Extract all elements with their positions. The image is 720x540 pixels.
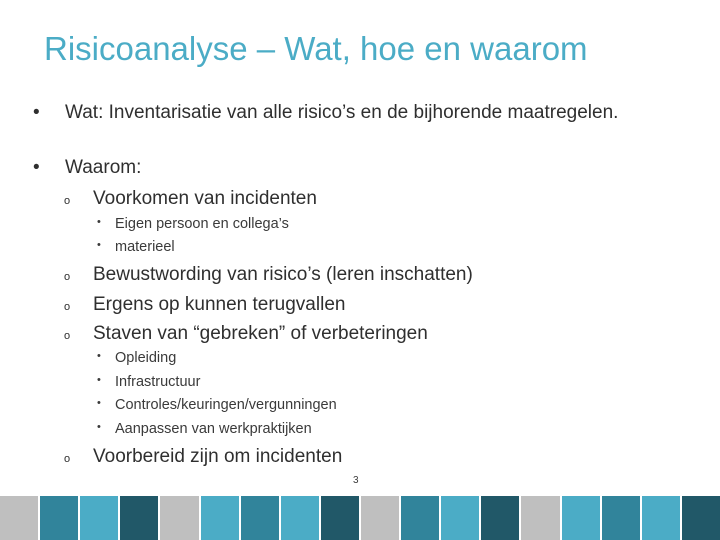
footer-color-block bbox=[241, 496, 279, 540]
footer-color-block bbox=[441, 496, 479, 540]
bullet-dot: • bbox=[97, 239, 101, 251]
sub-sub-item-text: materieel bbox=[115, 239, 175, 255]
footer-color-block bbox=[401, 496, 439, 540]
bullet-dot: • bbox=[33, 157, 40, 178]
circle-bullet: o bbox=[64, 301, 71, 313]
sub-item-text: Ergens op kunnen terugvallen bbox=[93, 294, 346, 315]
wat-label: Wat bbox=[65, 102, 99, 123]
bullet-dot: • bbox=[97, 374, 101, 386]
footer-color-block bbox=[602, 496, 640, 540]
footer-color-block bbox=[521, 496, 559, 540]
footer-color-block bbox=[40, 496, 78, 540]
footer-color-band bbox=[0, 496, 720, 540]
circle-bullet: o bbox=[64, 195, 71, 207]
wat-text: : Inventarisatie van alle risico’s en de bijhorende maatregelen. bbox=[98, 102, 619, 123]
footer-color-block bbox=[481, 496, 519, 540]
bullet-dot: • bbox=[97, 350, 101, 362]
footer-color-block bbox=[160, 496, 198, 540]
sub-sub-item-text: Controles/keuringen/vergunningen bbox=[115, 397, 337, 413]
sub-item-text: Voorbereid zijn om incidenten bbox=[93, 446, 343, 467]
page-number: 3 bbox=[353, 475, 359, 486]
footer-color-block bbox=[80, 496, 118, 540]
circle-bullet: o bbox=[64, 453, 71, 465]
sub-sub-item-text: Eigen persoon en collega’s bbox=[115, 216, 289, 232]
bullet-dot: • bbox=[97, 216, 101, 228]
footer-color-block bbox=[321, 496, 359, 540]
sub-item-text: Bewustwording van risico’s (leren inschatten) bbox=[93, 264, 473, 285]
bullet-dot: • bbox=[33, 102, 40, 123]
sub-sub-item-text: Opleiding bbox=[115, 350, 177, 366]
bullet-text bbox=[65, 102, 618, 124]
bullet-dot: • bbox=[97, 397, 101, 409]
footer-color-block bbox=[120, 496, 158, 540]
sub-item-text: Staven van “gebreken” of verbeteringen bbox=[93, 323, 428, 344]
slide-title: Risicoanalyse – Wat, hoe en waarom bbox=[44, 30, 588, 67]
circle-bullet: o bbox=[64, 330, 71, 342]
sub-sub-item-text: Infrastructuur bbox=[115, 374, 201, 390]
waarom-text: : bbox=[136, 157, 142, 178]
footer-color-block bbox=[0, 496, 38, 540]
waarom-label: Waarom bbox=[65, 157, 137, 178]
footer-color-block bbox=[562, 496, 600, 540]
bullet-text bbox=[65, 157, 141, 179]
circle-bullet: o bbox=[64, 271, 71, 283]
footer-color-block bbox=[361, 496, 399, 540]
footer-color-block bbox=[281, 496, 319, 540]
footer-color-block bbox=[642, 496, 680, 540]
sub-sub-item-text: Aanpassen van werkpraktijken bbox=[115, 421, 312, 437]
footer-color-block bbox=[682, 496, 720, 540]
bullet-dot: • bbox=[97, 421, 101, 433]
footer-color-block bbox=[201, 496, 239, 540]
sub-item-text: Voorkomen van incidenten bbox=[93, 188, 317, 209]
